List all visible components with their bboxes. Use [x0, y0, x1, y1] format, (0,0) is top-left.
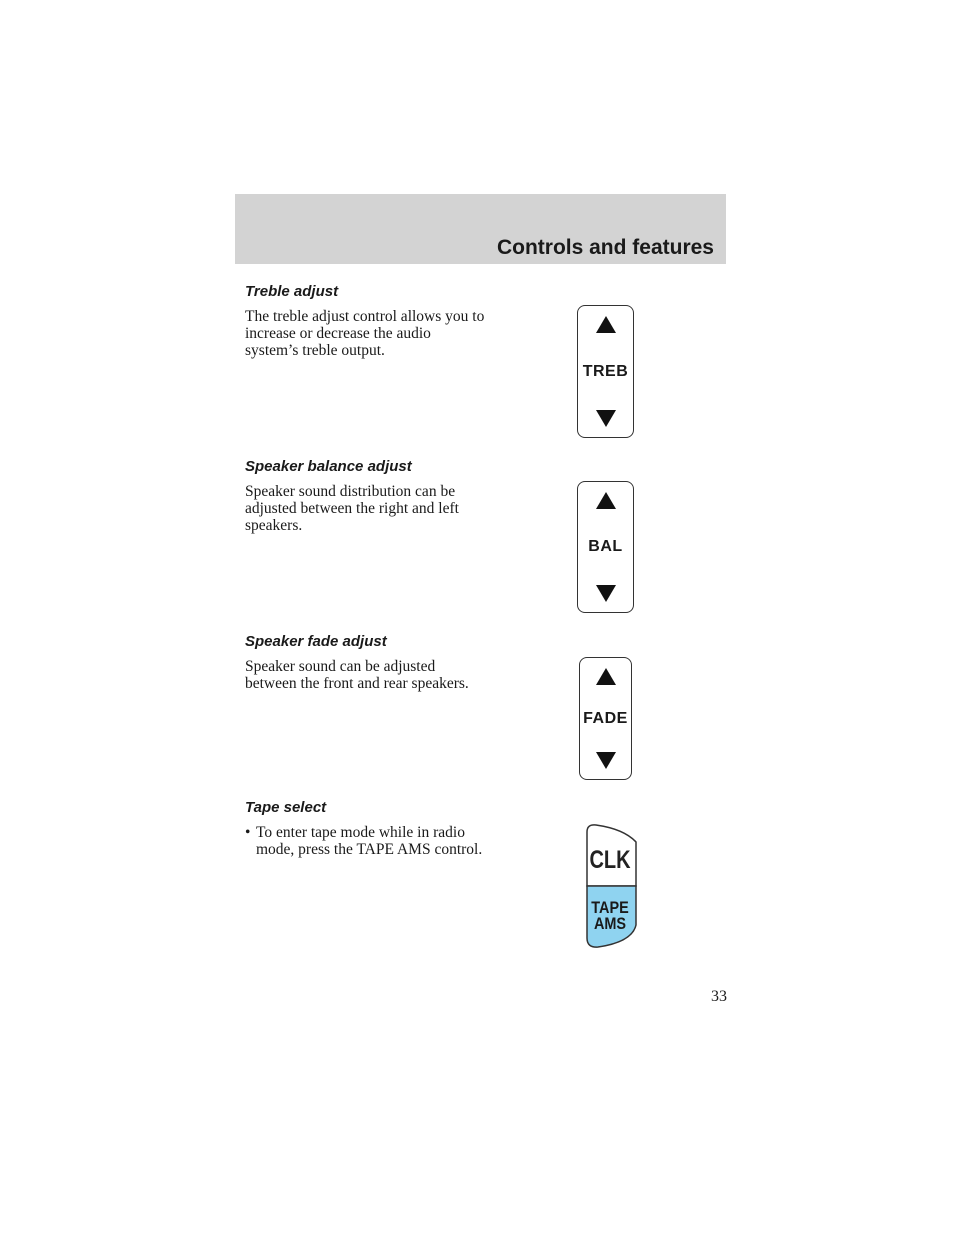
- ams-label-line: AMS: [593, 914, 627, 933]
- balance-adjust-section: [245, 457, 485, 534]
- fade-adjust-body: Speaker sound can be adjusted between the front and rear speakers.: [245, 658, 469, 692]
- tape-ams-label: [588, 900, 632, 932]
- treble-rocker-control[interactable]: [577, 305, 634, 438]
- fade-rocker-control[interactable]: [579, 657, 632, 780]
- treble-adjust-heading: Treble adjust: [245, 283, 339, 300]
- tape-select-bullet-text: To enter tape mode while in radio mode, press the TAPE AMS control.: [256, 824, 483, 858]
- fade-down-arrow-icon[interactable]: [596, 752, 616, 769]
- tape-select-bullet: [245, 824, 485, 858]
- balance-rocker-control[interactable]: [577, 481, 634, 613]
- balance-label: BAL: [588, 538, 623, 555]
- clk-label: CLK: [589, 846, 631, 874]
- fade-adjust-heading: Speaker fade adjust: [245, 633, 387, 650]
- treble-adjust-section: [245, 282, 485, 359]
- balance-adjust-heading: Speaker balance adjust: [245, 458, 412, 475]
- treble-up-arrow-icon[interactable]: [596, 316, 616, 333]
- tape-select-section: [245, 798, 485, 858]
- tape-select-heading: Tape select: [245, 799, 327, 816]
- balance-up-arrow-icon[interactable]: [596, 492, 616, 509]
- tape-label-line: TAPE: [591, 898, 629, 917]
- page-header-band: [235, 194, 726, 264]
- fade-up-arrow-icon[interactable]: [596, 668, 616, 685]
- clk-tape-ams-button[interactable]: [584, 820, 640, 950]
- fade-label: FADE: [583, 709, 628, 727]
- bullet-icon: •: [245, 824, 251, 841]
- fade-adjust-section: [245, 632, 485, 692]
- treble-down-arrow-icon[interactable]: [596, 410, 616, 427]
- balance-adjust-body: Speaker sound distribution can be adjusted between the right and left speakers.: [245, 483, 459, 534]
- page-number: 33: [711, 988, 727, 1005]
- balance-down-arrow-icon[interactable]: [596, 585, 616, 602]
- page-section-title: Controls and features: [496, 236, 714, 259]
- treble-label: TREB: [582, 362, 629, 380]
- treble-adjust-body: The treble adjust control allows you to increase or decrease the audio system’s treble output.: [245, 308, 485, 359]
